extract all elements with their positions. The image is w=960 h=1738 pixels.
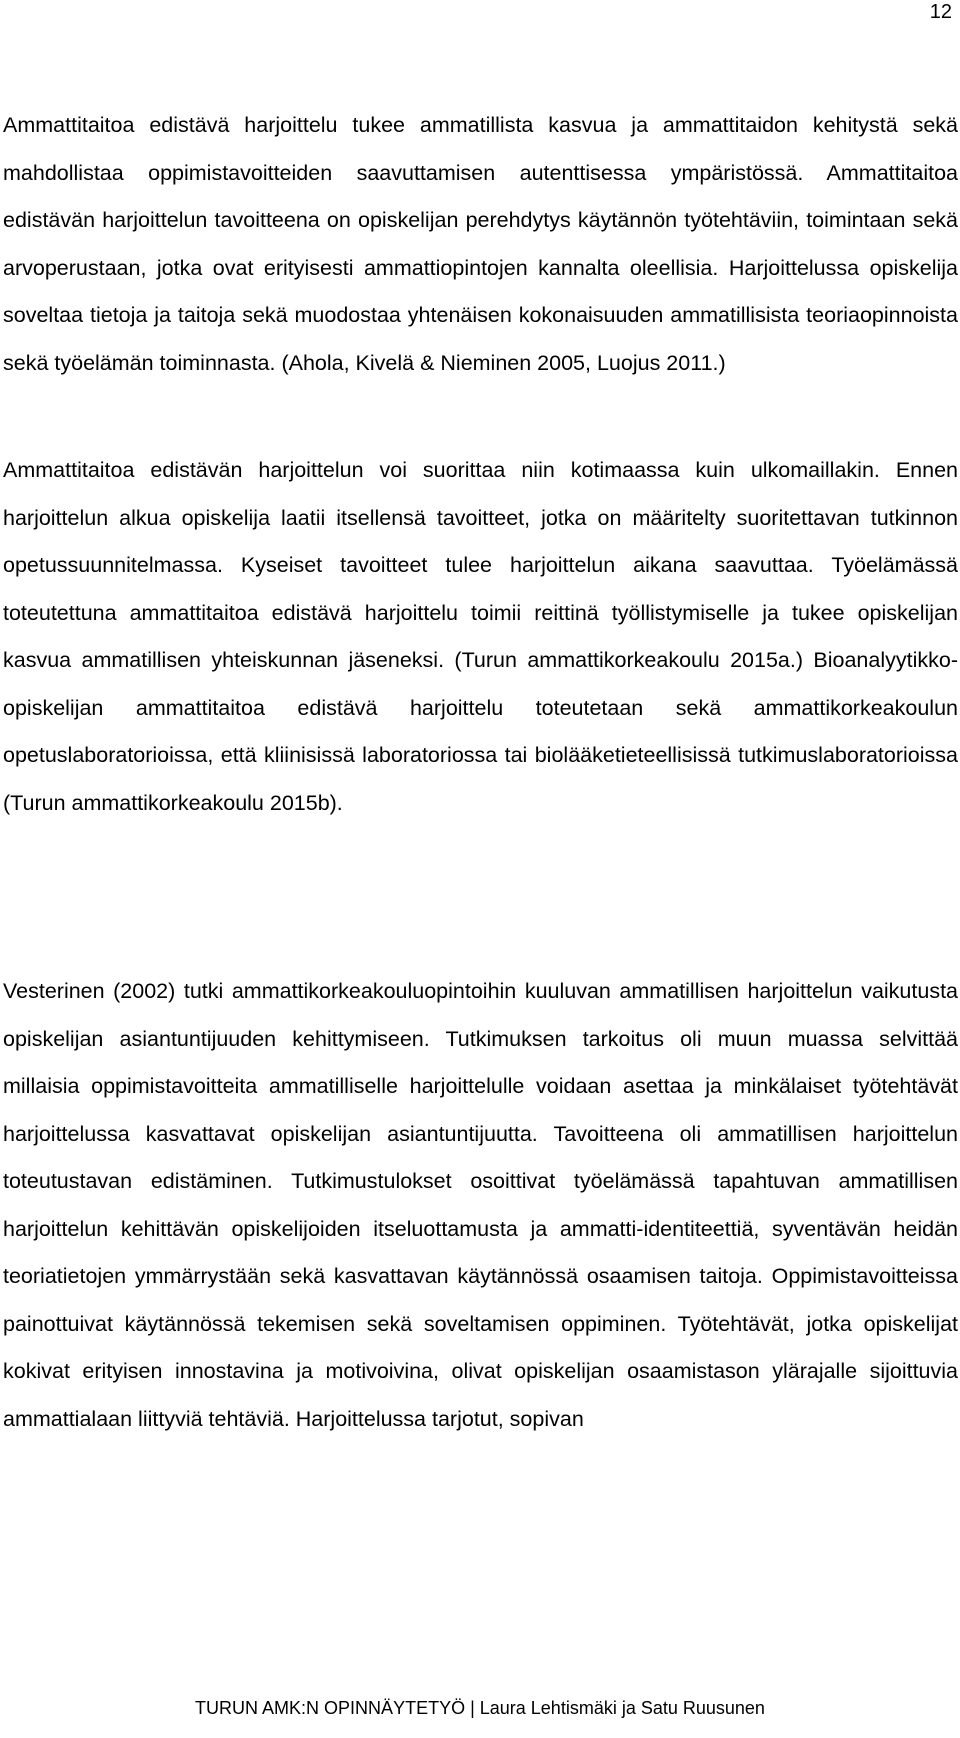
page-number: 12 bbox=[929, 1, 952, 23]
body-paragraph-1: Ammattitaitoa edistävä harjoittelu tukee ammatillista kasvua ja ammattitaidon kehitystä sekä mahdollistaa oppimistavoitteiden saavuttamisen autenttisessa ympäristössä. Ammattitaitoa edistävän harjoittelun tavoitteena on opiskelijan perehdytys käytännön työtehtäviin, toimintaan sekä arvoperustaan, jotka ovat erityisesti ammattiopintojen kannalta oleellisia. Harjoittelussa opiskelija soveltaa tietoja ja taitoja sekä muodostaa yhtenäisen kokonaisuuden ammatillisista teoriaopinnoista sekä työelämän toiminnasta. (Ahola, Kivelä & Nieminen 2005, Luojus 2011.) bbox=[3, 113, 958, 375]
page-footer: TURUN AMK:N OPINNÄYTETYÖ | Laura Lehtismäki ja Satu Ruusunen bbox=[195, 1698, 765, 1718]
body-paragraph-2: Ammattitaitoa edistävän harjoittelun voi suorittaa niin kotimaassa kuin ulkomaillakin. Ennen harjoittelun alkua opiskelija laatii itsellensä tavoitteet, jotka on määritelty suoritettavan tutkinnon opetussuunnitelmassa. Kyseiset tavoitteet tulee harjoittelun aikana saavuttaa. Työelämässä toteutettuna ammattitaitoa edistävä harjoittelu toimii reittinä työllistymiselle ja tukee opiskelijan kasvua ammatillisen yhteiskunnan jäseneksi. (Turun ammattikorkeakoulu 2015a.) Bioanalyytikko-opiskelijan ammattitaitoa edistävä harjoittelu toteutetaan sekä ammattikorkeakoulun opetuslaboratorioissa, että kliinisissä laboratoriossa tai biolääketieteellisissä tutkimuslaboratorioissa (Turun ammattikorkeakoulu 2015b). bbox=[3, 458, 958, 815]
body-paragraph-3: Vesterinen (2002) tutki ammattikorkeakouluopintoihin kuuluvan ammatillisen harjoittelun vaikutusta opiskelijan asiantuntijuuden kehittymiseen. Tutkimuksen tarkoitus oli muun muassa selvittää millaisia oppimistavoitteita ammatilliselle harjoittelulle voidaan asettaa ja minkälaiset työtehtävät harjoittelussa kasvattavat opiskelijan asiantuntijuutta. Tavoitteena oli ammatillisen harjoittelun toteutustavan edistäminen. Tutkimustulokset osoittivat työelämässä tapahtuvan ammatillisen harjoittelun kehittävän opiskelijoiden itseluottamusta ja ammatti-identiteettiä, syventävän heidän teoriatietojen ymmärrystään sekä kasvattavan käytännössä osaamisen taitoja. Oppimistavoitteissa painottuivat käytännössä tekemisen sekä soveltamisen oppiminen. Työtehtävät, jotka opiskelijat kokivat erityisen innostavina ja motivoivina, olivat opiskelijan osaamistason ylärajalle sijoittuvia ammattialaan liittyviä tehtäviä. Harjoittelussa tarjotut, sopivan bbox=[3, 979, 958, 1431]
